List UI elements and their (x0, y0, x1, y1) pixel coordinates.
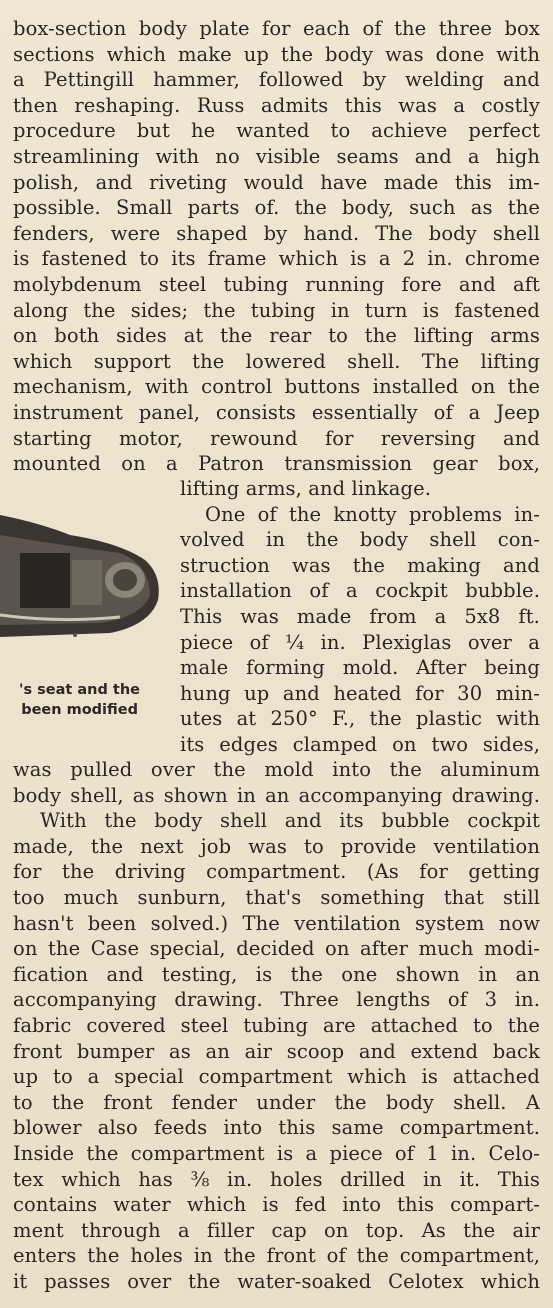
caption-line-2: been modified (21, 702, 138, 718)
text-line: lifting arms, and linkage. (180, 477, 432, 500)
text-line: male forming mold. After being (180, 656, 540, 680)
text-line: polish, and riveting would have made this im- (13, 170, 540, 194)
text-line: box-section body plate for each of the three box (13, 17, 540, 40)
text-line: is fastened to its frame which is a 2 in. chrome (13, 247, 540, 271)
text-line: instrument panel, consists essentially of a Jeep (13, 401, 540, 424)
text-line: hung up and heated for 30 min- (180, 681, 540, 705)
text-line: Inside the compartment is a piece of 1 in. Celo- (13, 1142, 540, 1165)
text-line: made, the next job was to provide ventilation (13, 834, 540, 858)
text-line: possible. Small parts of. the body, such as the (13, 196, 540, 220)
text-line: was pulled over the mold into the aluminum (13, 758, 540, 781)
text-line: tex which has ⅜ in. holes drilled in it. This (13, 1167, 540, 1191)
text-line: along the sides; the tubing in turn is fastened (13, 298, 540, 322)
text-line: procedure but he wanted to achieve perfect (13, 119, 540, 143)
text-line: a Pettingill hammer, followed by welding and (13, 68, 540, 92)
text-line: front bumper as an air scoop and extend back (13, 1039, 540, 1063)
text-line: accompanying drawing. Three lengths of 3 in. (13, 988, 540, 1012)
text-line: With the body shell and its bubble cockpit (40, 809, 540, 833)
text-line: then reshaping. Russ admits this was a costly (13, 93, 540, 117)
text-line: mounted on a Patron transmission gear box, (13, 452, 540, 476)
text-line: blower also feeds into this same compartment. (13, 1116, 540, 1140)
text-line: body shell, as shown in an accompanying drawing. (13, 783, 540, 807)
text-line: fabric covered steel tubing are attached to the (13, 1014, 540, 1037)
caption-line-1: 's seat and the (19, 682, 140, 698)
text-line: streamlining with no visible seams and a high (13, 145, 540, 168)
text-line: starting motor, rewound for reversing and (13, 426, 540, 450)
text-line: for the driving compartment. (As for getting (13, 860, 540, 884)
text-line: One of the knotty problems in- (205, 502, 540, 526)
text-line: on the Case special, decided on after much modi- (13, 937, 540, 961)
text-line: molybdenum steel tubing running fore and aft (13, 273, 540, 296)
text-line: fenders, were shaped by hand. The body shell (13, 221, 540, 245)
text-line: hasn't been solved.) The ventilation system now (13, 911, 540, 935)
text-line: installation of a cockpit bubble. (180, 579, 540, 603)
text-line: struction was the making and (180, 553, 540, 577)
text-line: fication and testing, is the one shown in an (13, 962, 540, 986)
text-line: ment through a filler cap on top. As the air (13, 1218, 540, 1242)
car-photo-fragment (0, 505, 165, 650)
text-line: volved in the body shell con- (180, 528, 540, 552)
text-line: piece of ¼ in. Plexiglas over a (180, 630, 540, 654)
text-line: to the front fender under the body shell. A (13, 1090, 540, 1114)
text-line: on both sides at the rear to the lifting arms (13, 324, 540, 348)
text-line: mechanism, with control buttons installed on the (13, 375, 540, 399)
text-line: which support the lowered shell. The lifting (13, 349, 540, 373)
text-line: too much sunburn, that's something that still (13, 886, 540, 909)
text-line: This was made from a 5x8 ft. (180, 605, 540, 628)
text-line: contains water which is fed into this compart- (13, 1193, 540, 1217)
text-line: enters the holes in the front of the compartment, (13, 1244, 540, 1268)
text-line: sections which make up the body was done with (13, 42, 540, 66)
text-line: up to a special compartment which is attached (13, 1065, 540, 1089)
text-line: its edges clamped on two sides, (180, 733, 540, 756)
text-line: it passes over the water-soaked Celotex which (13, 1270, 540, 1293)
text-line: utes at 250° F., the plastic with (180, 707, 540, 731)
